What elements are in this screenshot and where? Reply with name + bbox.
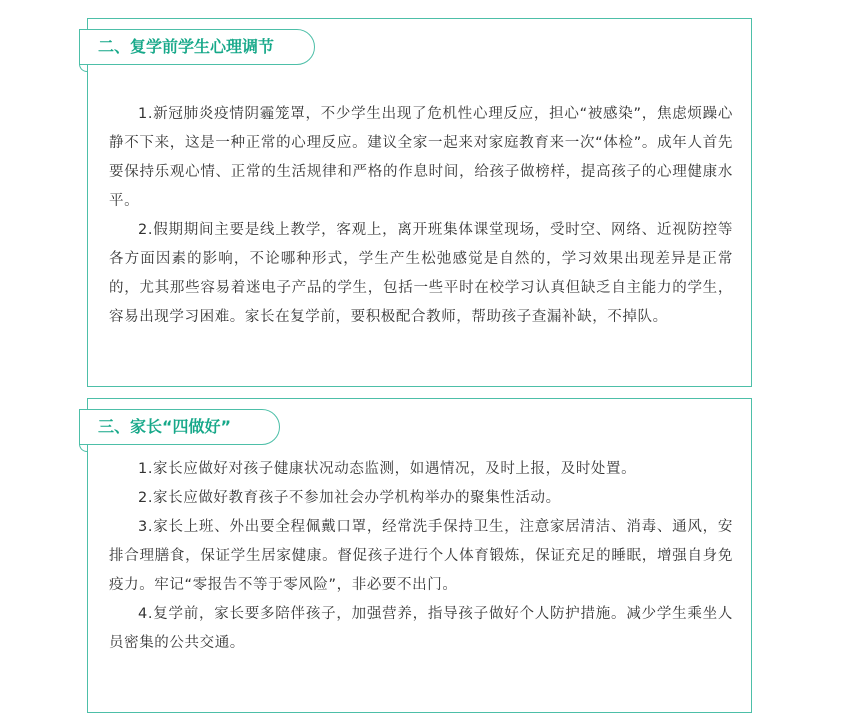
paragraph: 3.家长上班、外出要全程佩戴口罩，经常洗手保持卫生，注意家居清洁、消毒、通风，安排合理膳食，保证学生居家健康。督促孩子进行个人体育锻炼，保证充足的睡眠，增强自身免疫力。牢记“零报告不等于零风险”，非必要不出门。 <box>109 519 733 593</box>
section-body <box>109 100 733 332</box>
paragraph: 4.复学前，家长要多陪伴孩子，加强营养，指导孩子做好个人防护措施。减少学生乘坐人员密集的公共交通。 <box>109 606 733 651</box>
section-card-psychology <box>87 18 752 387</box>
section-card-parents <box>87 398 752 713</box>
paragraph: 2.家长应做好教育孩子不参加社会办学机构举办的聚集性活动。 <box>138 490 561 506</box>
section-body <box>109 455 733 658</box>
section-title: 二、复学前学生心理调节 <box>79 29 315 65</box>
section-title: 三、家长“四做好” <box>79 409 280 445</box>
paragraph: 2.假期期间主要是线上教学，客观上，离开班集体课堂现场，受时空、网络、近视防控等各方面因素的影响，不论哪种形式，学生产生松弛感觉是自然的，学习效果出现差异是正常的，尤其那些容易着迷电子产品的学生，包括一些平时在校学习认真但缺乏自主能力的学生，容易出现学习困难。家长在复学前，要积极配合教师，帮助孩子查漏补缺，不掉队。 <box>109 222 733 325</box>
paragraph: 1.新冠肺炎疫情阴霾笼罩，不少学生出现了危机性心理反应，担心“被感染”，焦虑烦躁心静不下来，这是一种正常的心理反应。建议全家一起来对家庭教育来一次“体检”。成年人首先要保持乐观心情、正常的生活规律和严格的作息时间，给孩子做榜样，提高孩子的心理健康水平。 <box>109 106 733 209</box>
paragraph: 1.家长应做好对孩子健康状况动态监测，如遇情况，及时上报，及时处置。 <box>138 461 637 477</box>
